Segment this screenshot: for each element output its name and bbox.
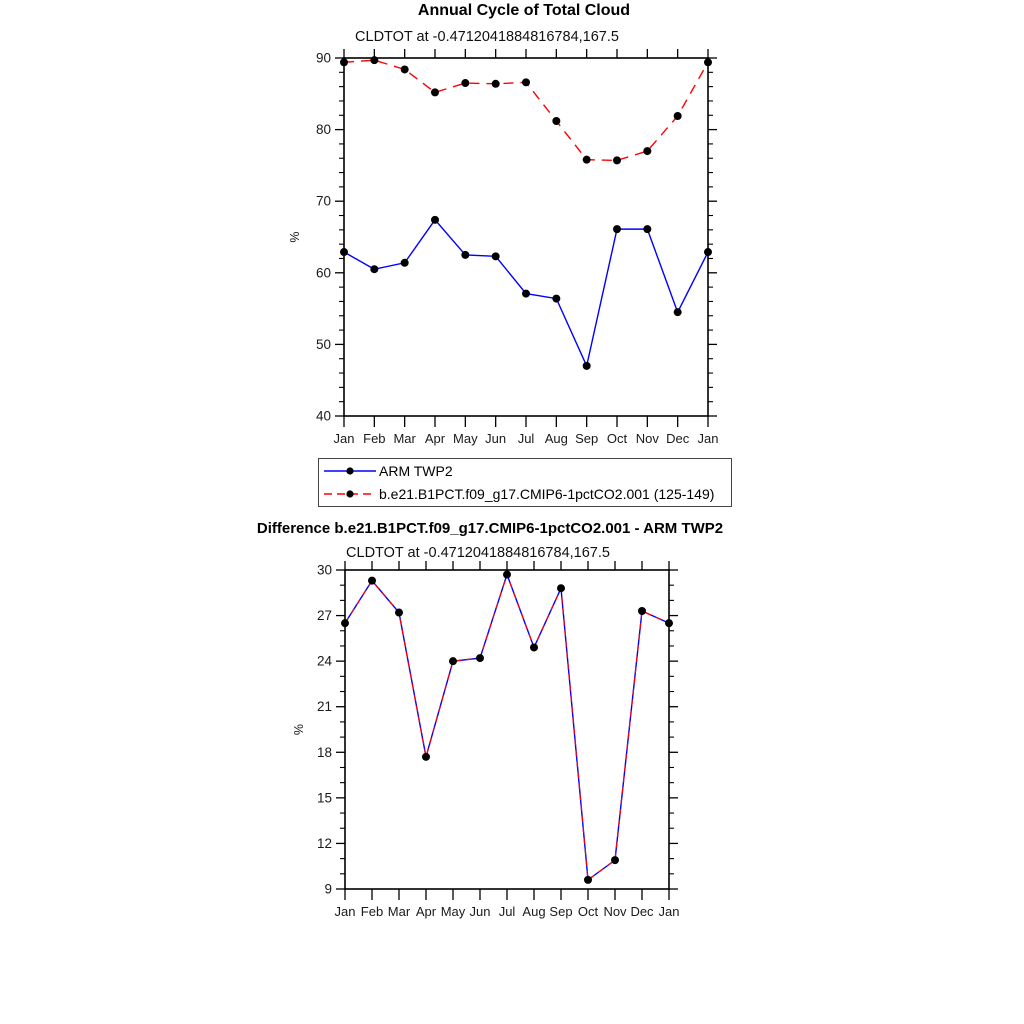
chart2-month-label: Apr xyxy=(415,904,437,919)
chart2-y-tick-label: 21 xyxy=(316,699,332,715)
chart2-y-tick-label: 15 xyxy=(316,790,332,806)
chart1-data-marker xyxy=(431,216,439,224)
chart1-legend xyxy=(318,458,732,507)
legend-label-obs: ARM TWP2 xyxy=(379,463,453,479)
chart2-month-label: Jan xyxy=(658,904,680,919)
chart2-month-label: Dec xyxy=(630,904,654,919)
legend-sample-dashed-line xyxy=(322,487,378,501)
chart1-data-marker xyxy=(492,252,500,260)
chart2-series-line-overlay xyxy=(345,575,669,880)
chart2-month-label: May xyxy=(440,904,466,919)
chart1-data-marker xyxy=(461,79,469,87)
chart2-y-tick-label: 30 xyxy=(316,562,332,578)
chart1-data-marker xyxy=(704,58,712,66)
chart1-frame xyxy=(344,58,708,416)
chart1-y-axis-label: % xyxy=(288,231,302,243)
chart2-data-marker xyxy=(422,753,430,761)
legend-marker-dot xyxy=(346,490,353,497)
chart2-data-marker xyxy=(665,619,673,627)
chart2-data-marker xyxy=(530,643,538,651)
chart1-data-marker xyxy=(492,80,500,88)
chart1-data-marker xyxy=(643,225,651,233)
chart1-y-tick-label: 40 xyxy=(315,408,331,424)
chart1-title: Annual Cycle of Total Cloud xyxy=(417,2,631,19)
chart2-data-marker xyxy=(503,571,511,579)
chart2-data-marker xyxy=(638,607,646,615)
chart2-y-tick-label: 9 xyxy=(324,881,332,897)
chart2-y-tick-label: 27 xyxy=(316,608,332,624)
chart1-data-marker xyxy=(552,295,560,303)
chart2-data-marker xyxy=(557,584,565,592)
chart1-month-label: Aug xyxy=(544,431,568,446)
chart1-data-marker xyxy=(401,259,409,267)
chart1-subtitle: CLDTOT at -0.4712041884816784,167.5 xyxy=(355,29,619,45)
chart2-subtitle: CLDTOT at -0.4712041884816784,167.5 xyxy=(346,545,610,561)
chart1-month-label: Oct xyxy=(606,431,628,446)
chart2-month-label: Feb xyxy=(360,904,384,919)
chart1-month-label: Jan xyxy=(333,431,355,446)
chart2-y-axis-label: % xyxy=(292,723,306,736)
chart1-data-marker xyxy=(583,156,591,164)
chart2-title: Difference b.e21.B1PCT.f09_g17.CMIP6-1pctCO2.001 - ARM TWP2 xyxy=(256,520,724,537)
chart2-data-marker xyxy=(449,657,457,665)
chart1-data-marker xyxy=(340,248,348,256)
chart2-month-label: Sep xyxy=(549,904,573,919)
chart1-y-tick-label: 50 xyxy=(315,336,331,352)
chart1-data-marker xyxy=(401,65,409,73)
chart1-month-label: Feb xyxy=(363,431,386,446)
chart1-month-label: Mar xyxy=(393,431,416,446)
chart1-y-tick-label: 80 xyxy=(315,122,331,138)
chart1-data-marker xyxy=(674,308,682,316)
chart1-month-label: Nov xyxy=(635,431,659,446)
chart1-month-label: Dec xyxy=(666,431,690,446)
chart1-data-marker xyxy=(461,251,469,259)
chart1-data-marker xyxy=(370,265,378,273)
chart1-data-marker xyxy=(431,88,439,96)
chart2-data-marker xyxy=(395,609,403,617)
chart2-data-marker xyxy=(341,619,349,627)
chart2-y-tick-label: 24 xyxy=(316,653,332,669)
chart1-data-marker xyxy=(340,58,348,66)
legend-item-obs xyxy=(322,460,731,483)
chart1-data-marker xyxy=(613,156,621,164)
chart2-plot xyxy=(292,561,679,919)
chart2-y-tick-label: 12 xyxy=(316,835,332,851)
chart1-data-marker xyxy=(643,147,651,155)
chart2-data-marker xyxy=(476,654,484,662)
chart2-data-marker xyxy=(368,577,376,585)
chart1-month-label: Jan xyxy=(697,431,719,446)
chart1-y-tick-label: 70 xyxy=(315,193,331,209)
chart1-data-marker xyxy=(522,290,530,298)
chart2-month-label: Mar xyxy=(387,904,411,919)
chart2-month-label: Oct xyxy=(577,904,599,919)
chart1-data-marker xyxy=(522,78,530,86)
chart1-data-marker xyxy=(674,112,682,120)
chart1-month-label: Jul xyxy=(517,431,535,446)
chart2-series-line xyxy=(345,575,669,880)
chart1-series-line xyxy=(344,60,708,160)
chart2-month-label: Jul xyxy=(498,904,516,919)
chart1-plot xyxy=(288,49,718,446)
chart2-data-marker xyxy=(584,876,592,884)
chart1-data-marker xyxy=(552,117,560,125)
chart1-month-label: Apr xyxy=(424,431,446,446)
chart1-data-marker xyxy=(370,56,378,64)
legend-label-model: b.e21.B1PCT.f09_g17.CMIP6-1pctCO2.001 (125-149) xyxy=(379,486,715,502)
chart2-frame xyxy=(345,570,669,889)
chart1-month-label: Sep xyxy=(575,431,599,446)
chart2-month-label: Nov xyxy=(603,904,627,919)
chart1-month-label: Jun xyxy=(485,431,507,446)
legend-marker-dot xyxy=(346,467,353,474)
legend-sample-solid-line xyxy=(322,464,378,478)
chart2-month-label: Aug xyxy=(522,904,546,919)
chart1-y-tick-label: 60 xyxy=(315,265,331,281)
chart1-data-marker xyxy=(613,225,621,233)
chart1-data-marker xyxy=(583,362,591,370)
chart1-data-marker xyxy=(704,248,712,256)
chart1-y-tick-label: 90 xyxy=(315,50,331,66)
chart2-y-tick-label: 18 xyxy=(316,744,332,760)
chart2-data-marker xyxy=(611,856,619,864)
chart2-month-label: Jun xyxy=(469,904,491,919)
legend-item-model xyxy=(322,483,731,506)
chart1-month-label: May xyxy=(453,431,478,446)
chart2-month-label: Jan xyxy=(334,904,356,919)
